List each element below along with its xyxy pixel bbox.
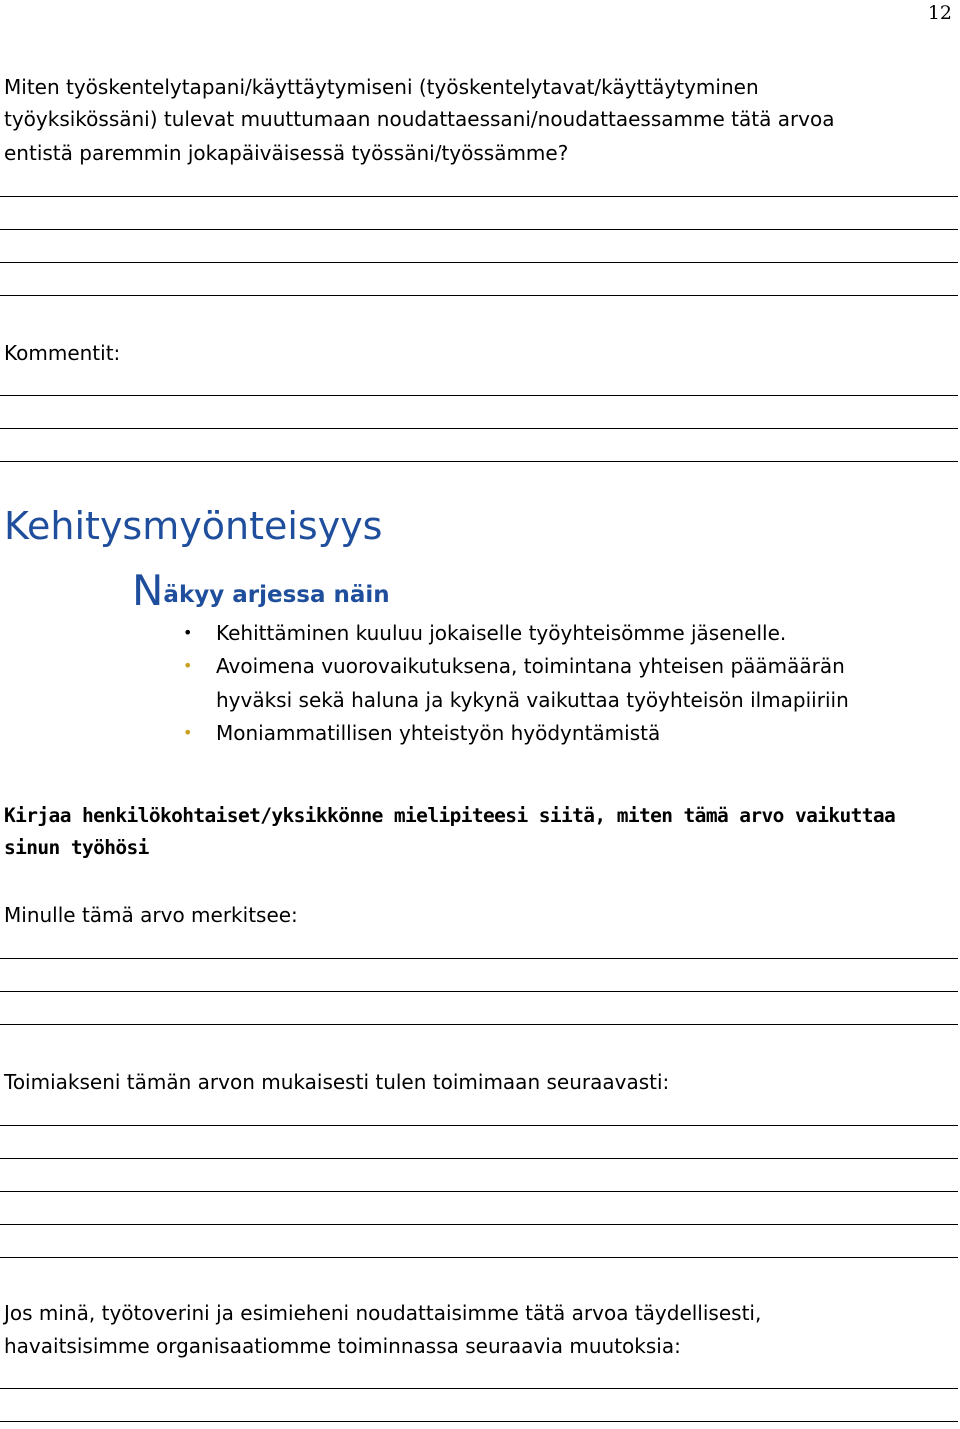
bullet-marker: • [183,623,193,642]
means-label: Minulle tämä arvo merkitsee: [4,903,298,927]
bullet-item-2-line-2: hyväksi sekä haluna ja kykynä vaikuttaa työyhteisön ilmapiiriin [216,688,849,712]
section-subtitle [132,568,390,618]
answer-line[interactable] [0,295,958,296]
comments-line[interactable] [0,395,958,396]
action-line[interactable] [0,1158,958,1159]
action-line[interactable] [0,1224,958,1225]
bullet-marker: • [183,723,193,742]
means-line[interactable] [0,958,958,959]
subtitle-rest: äkyy arjessa näin [163,582,390,608]
action-line[interactable] [0,1191,958,1192]
question-line-1: Miten työskentelytapani/käyttäytymiseni (työskentelytavat/käyttäytyminen [4,75,759,99]
comments-label: Kommentit: [4,341,121,365]
bullet-item-3-line-1: Moniammatillisen yhteistyön hyödyntämistä [216,721,661,745]
question-line-2: työyksikössäni) tulevat muuttumaan noudattaessani/noudattaessamme tätä arvoa [4,107,835,131]
bullet-item-2-line-1: Avoimena vuorovaikutuksena, toimintana yhteisen päämäärän [216,654,845,678]
action-line[interactable] [0,1125,958,1126]
bullet-item-1-line-1: Kehittäminen kuuluu jokaiselle työyhteisömme jäsenelle. [216,621,787,645]
ideal-line[interactable] [0,1388,958,1389]
comments-line[interactable] [0,428,958,429]
bullet-marker: • [183,656,193,675]
action-line[interactable] [0,1257,958,1258]
answer-line[interactable] [0,229,958,230]
subtitle-initial: N [132,566,164,615]
comments-line[interactable] [0,461,958,462]
answer-line[interactable] [0,196,958,197]
ideal-line[interactable] [0,1421,958,1422]
answer-line[interactable] [0,262,958,263]
section-title: Kehitysmyönteisyys [4,504,383,548]
means-line[interactable] [0,1024,958,1025]
page-number: 12 [927,2,952,24]
instruction-text: Kirjaa henkilökohtaiset/yksikkönne mielipiteesi siitä, miten tämä arvo vaikuttaa sinun työhösi [4,804,896,859]
action-label: Toimiakseni tämän arvon mukaisesti tulen toimimaan seuraavasti: [4,1070,670,1094]
means-line[interactable] [0,991,958,992]
ideal-line-2: havaitsisimme organisaatiomme toiminnassa seuraavia muutoksia: [4,1334,681,1358]
question-line-3: entistä paremmin jokapäiväisessä työssäni/työssämme? [4,141,569,165]
ideal-line-1: Jos minä, työtoverini ja esimieheni noudattaisimme tätä arvoa täydellisesti, [4,1301,762,1325]
